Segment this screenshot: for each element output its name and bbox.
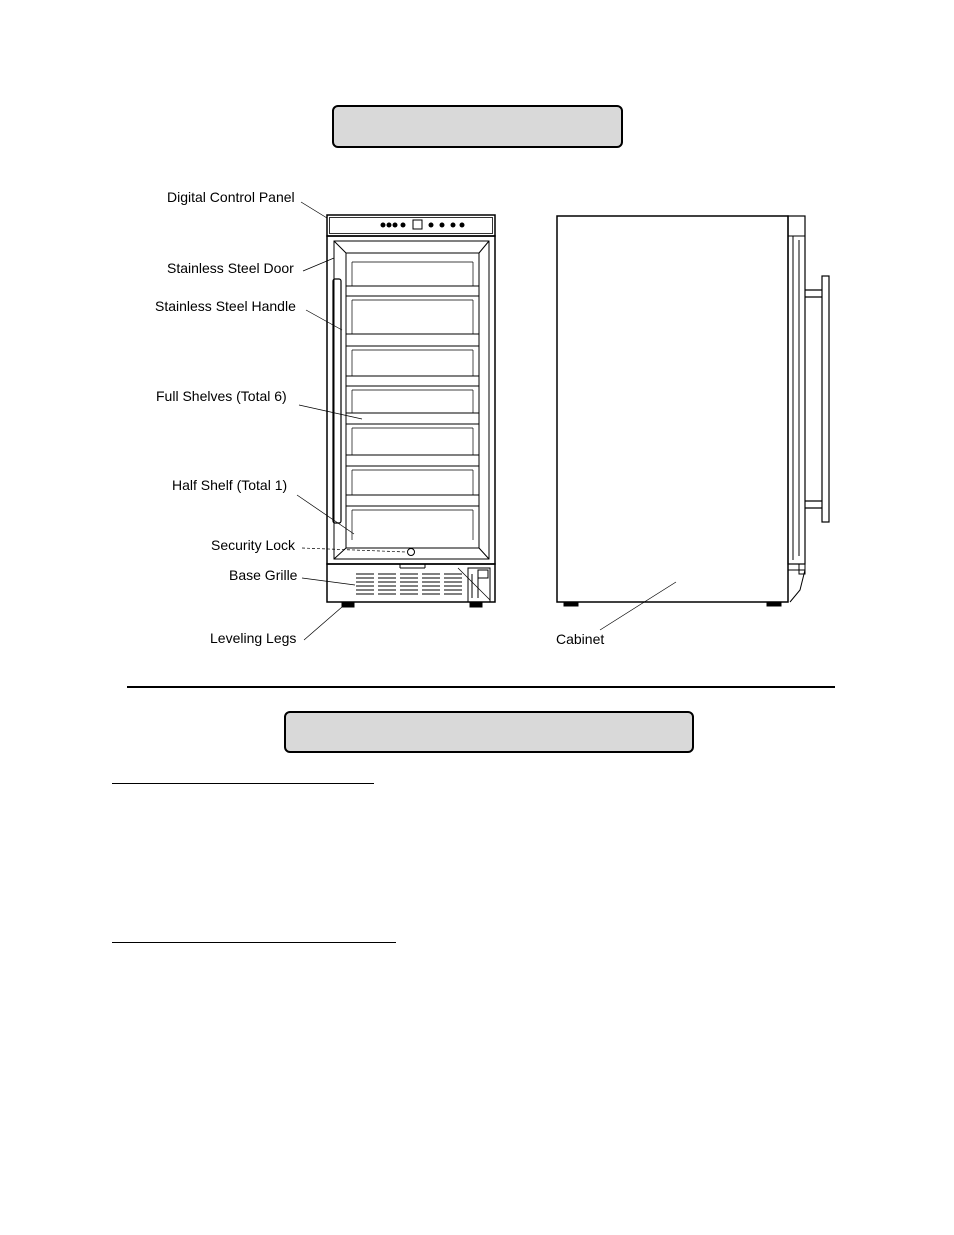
label-digital-control-panel: Digital Control Panel xyxy=(167,189,295,205)
label-security-lock: Security Lock xyxy=(211,537,296,553)
front-view xyxy=(327,215,495,607)
label-base-grille: Base Grille xyxy=(229,567,298,583)
side-handle xyxy=(805,276,829,522)
control-panel xyxy=(327,215,495,236)
door-window-outer xyxy=(334,241,489,559)
label-half-shelf: Half Shelf (Total 1) xyxy=(172,477,288,493)
leader-lines xyxy=(297,202,676,640)
shelves xyxy=(346,262,479,540)
leveling-leg-side-right xyxy=(767,602,781,606)
side-view xyxy=(557,216,829,606)
leveling-leg-front-left xyxy=(342,602,354,607)
side-door xyxy=(788,216,805,564)
security-lock xyxy=(408,549,415,556)
label-cabinet: Cabinet xyxy=(556,631,605,647)
base xyxy=(327,564,495,602)
leveling-leg-side-left xyxy=(564,602,578,606)
label-leveling-legs: Leveling Legs xyxy=(210,630,297,646)
door-glass xyxy=(346,253,479,548)
base-grille xyxy=(356,574,462,594)
leveling-leg-front-right xyxy=(470,602,482,607)
label-stainless-steel-handle: Stainless Steel Handle xyxy=(155,298,296,314)
label-full-shelves: Full Shelves (Total 6) xyxy=(156,388,287,404)
cabinet xyxy=(557,216,788,602)
label-stainless-steel-door: Stainless Steel Door xyxy=(167,260,294,276)
